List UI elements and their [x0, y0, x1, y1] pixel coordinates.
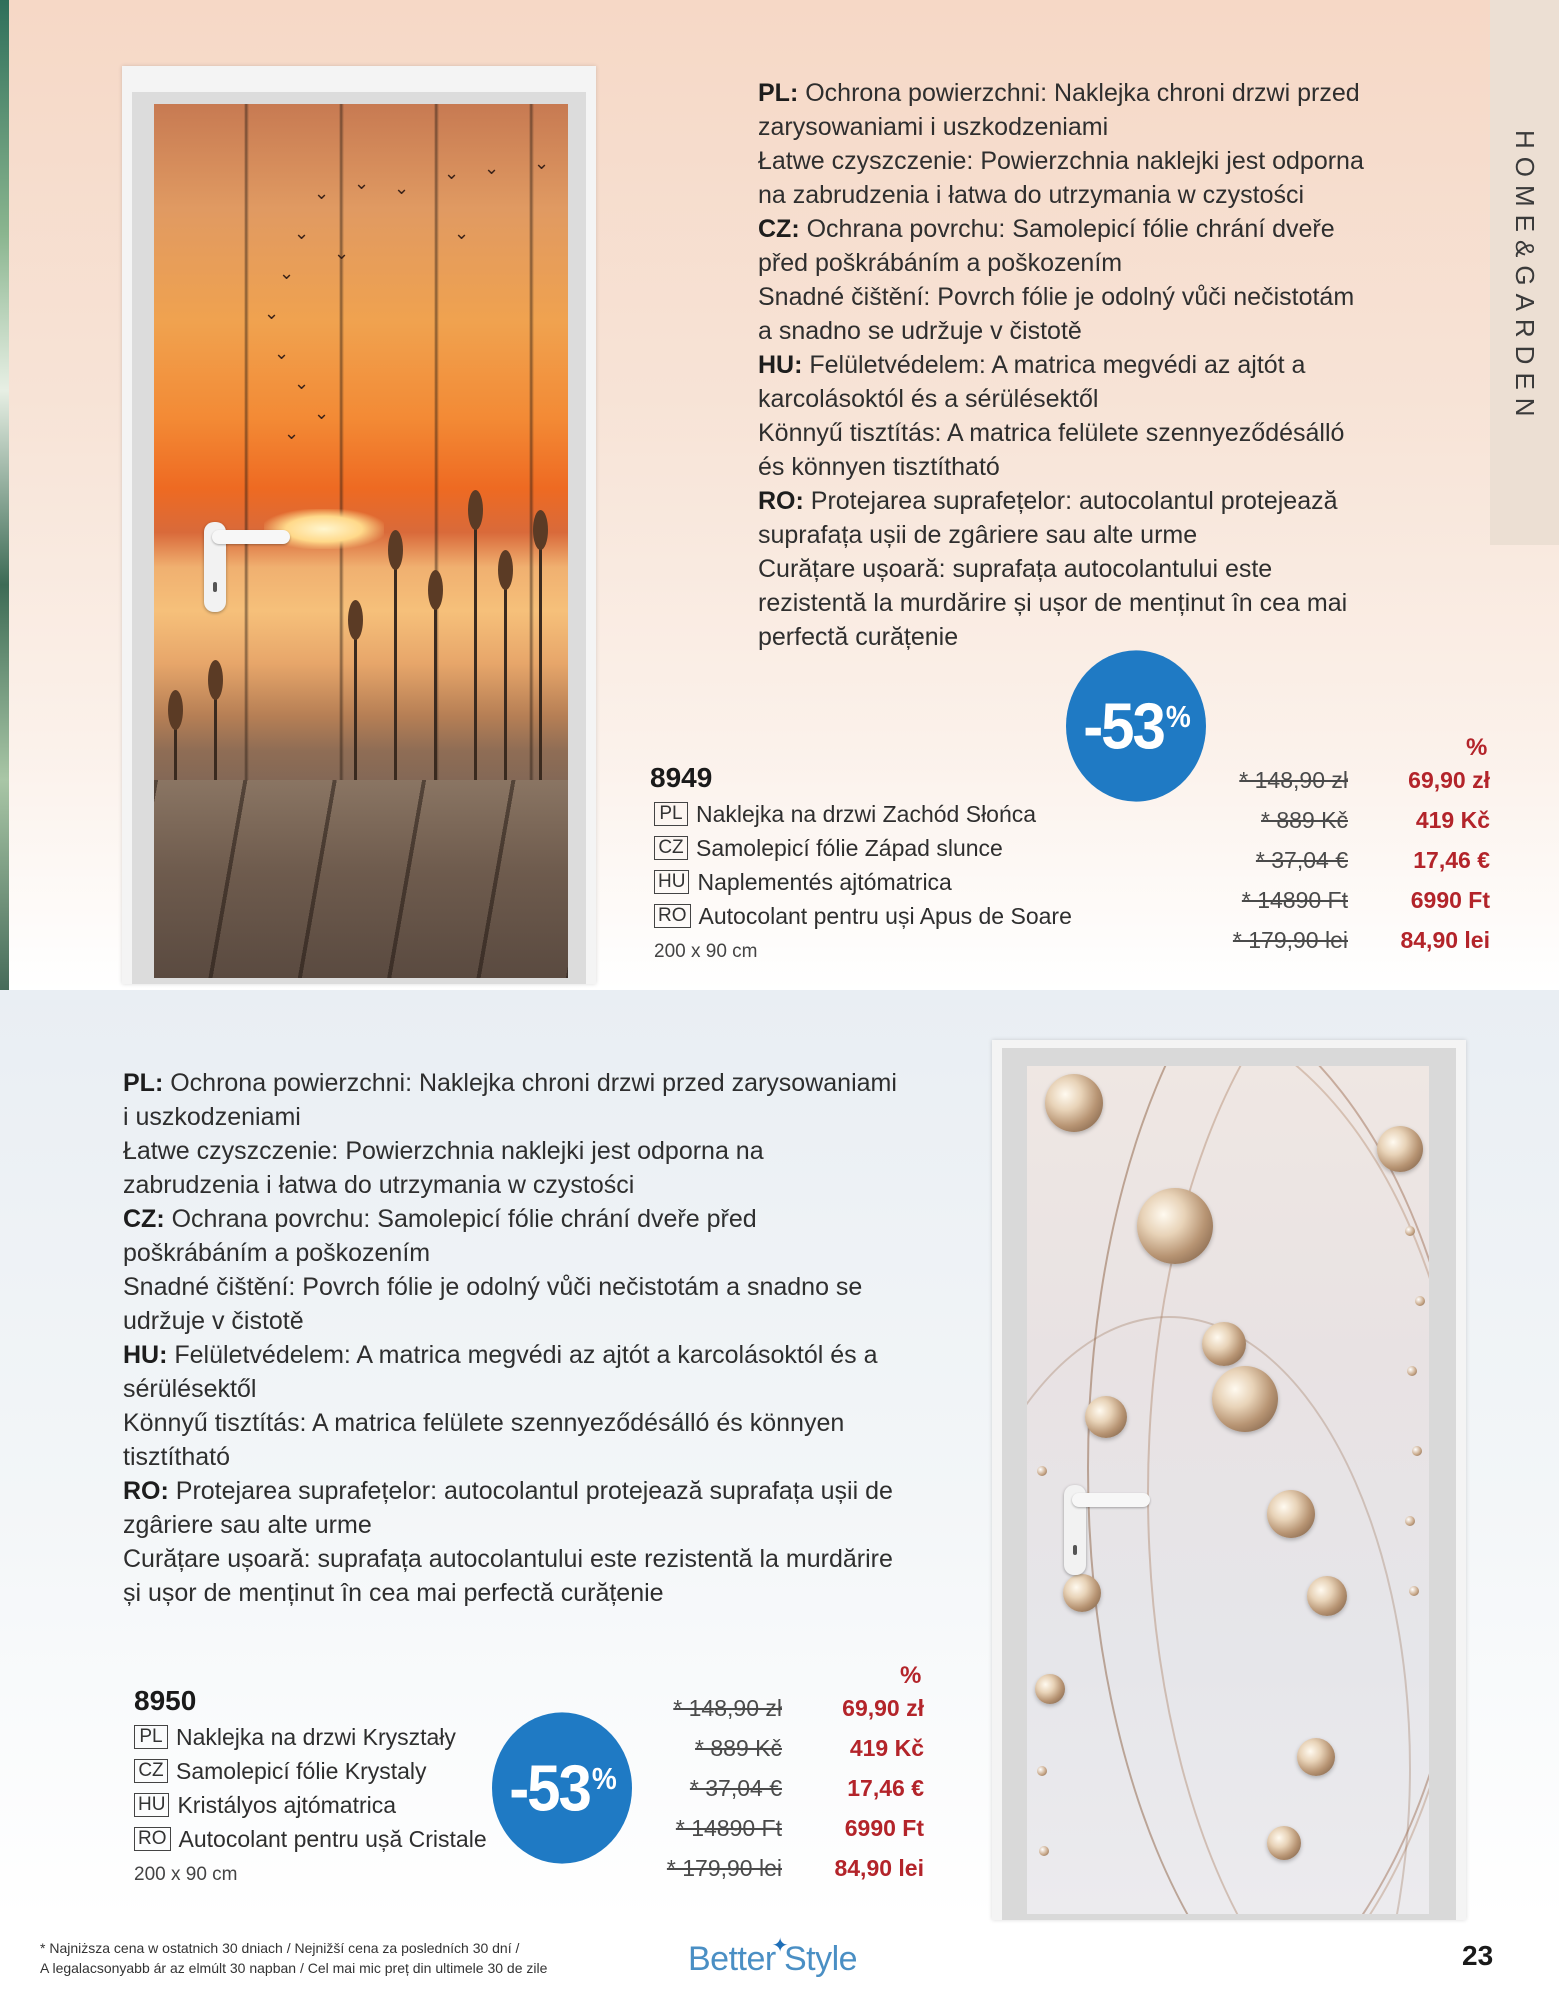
name-row: PL Naklejka na drzwi Zachód Słońca [654, 797, 1072, 831]
reed [174, 720, 177, 780]
desc-line: HU: Felületvédelem: A matrica megvédi az ajtót a karcolásoktól és a sérülésektől [758, 351, 1306, 413]
door-handle-lever [1072, 1493, 1150, 1507]
bird: ⌄ [394, 178, 410, 198]
desc-line: Curățare ușoară: suprafața autocolantului este rezistentă la murdărire și ușor de menținut în cea mai perfectă curățenie [123, 1545, 893, 1607]
crystal-ball [1307, 1576, 1347, 1616]
price-row [634, 1688, 924, 1728]
reed [434, 600, 437, 780]
price-row [1200, 760, 1490, 800]
price-footnote: * Najniższa cena w ostatnich 30 dniach / Nejnižší cena za posledních 30 dní / A legalacsonyabb ár az elmúlt 30 napban / Cel mai mic preț din ultimele 30 de zile [40, 1940, 548, 1976]
product2-dimensions: 200 x 90 cm [134, 1864, 238, 1885]
wooden-deck [154, 780, 568, 978]
new-price: 419 Kč [849, 1735, 924, 1761]
desc-line: Könnyű tisztítás: A matrica felülete szennyeződésálló és könnyen tisztítható [123, 1409, 845, 1471]
bird: ⌄ [274, 343, 290, 363]
bird: ⌄ [534, 153, 550, 173]
crystal-dot [1039, 1846, 1049, 1856]
product2-description [123, 1066, 903, 1610]
product2-image [992, 1040, 1466, 1920]
bird: ⌄ [314, 183, 330, 203]
new-price: 6990 Ft [844, 1815, 924, 1841]
old-price: * 179,90 lei [1232, 927, 1348, 953]
bird: ⌄ [354, 173, 370, 193]
lang-box: RO [134, 1827, 171, 1851]
price-row [1200, 880, 1490, 920]
name-row: CZ Samolepicí fólie Krystaly [134, 1754, 487, 1788]
product2-names [134, 1720, 487, 1892]
door-handle-lever [212, 530, 290, 544]
reed [354, 630, 357, 780]
new-price: 69,90 zł [842, 1695, 924, 1721]
crystal-door-art [1027, 1066, 1429, 1914]
new-price: 84,90 lei [1400, 927, 1490, 953]
name-row: CZ Samolepicí fólie Západ slunce [654, 831, 1072, 865]
desc-line: RO: Protejarea suprafețelor: autocolantul protejează suprafața ușii de zgâriere sau alte urme [123, 1477, 893, 1539]
new-price: 419 Kč [1415, 807, 1490, 833]
keyhole [213, 582, 217, 592]
name-row: RO Autocolant pentru uși Apus de Soare [654, 899, 1072, 933]
name-row: HU Kristályos ajtómatrica [134, 1788, 487, 1822]
reed [539, 540, 542, 780]
desc-line: Curățare ușoară: suprafața autocolantului este rezistentă la murdărire și ușor de menținut în cea mai perfectă curățenie [758, 555, 1348, 651]
crystal-ball [1212, 1366, 1278, 1432]
crystal-ball [1202, 1322, 1246, 1366]
price-row [634, 1848, 924, 1888]
product1-prices [1200, 760, 1490, 960]
desc-line: PL: Ochrona powierzchni: Naklejka chroni drzwi przed zarysowaniami i uszkodzeniami [758, 79, 1360, 141]
lang-box: RO [654, 904, 691, 928]
reed [394, 560, 397, 780]
star-icon: ✦ [771, 1935, 788, 1957]
old-price: * 37,04 € [1255, 847, 1348, 873]
lang-box: HU [134, 1793, 169, 1817]
category-tab-label: HOME&GARDEN [1510, 130, 1540, 425]
reed [504, 580, 507, 780]
crystal-dot [1412, 1446, 1422, 1456]
bird: ⌄ [294, 223, 310, 243]
crystal-ball [1137, 1188, 1213, 1264]
door-handle [1064, 1485, 1086, 1575]
reed [214, 690, 217, 780]
old-price: * 148,90 zł [673, 1695, 782, 1721]
crystal-ball [1035, 1674, 1065, 1704]
crystal-ball [1045, 1074, 1103, 1132]
bird: ⌄ [454, 223, 470, 243]
price-row [1200, 840, 1490, 880]
old-price: * 148,90 zł [1239, 767, 1348, 793]
reed [474, 520, 477, 780]
bird: ⌄ [279, 263, 295, 283]
new-price: 6990 Ft [1410, 887, 1490, 913]
product1-image [122, 66, 596, 984]
bird: ⌄ [484, 158, 500, 178]
lang-box: CZ [654, 836, 688, 860]
discount-badge: -53 % [1066, 650, 1206, 801]
bird: ⌄ [264, 303, 280, 323]
lang-box: CZ [134, 1759, 168, 1783]
crystal-dot [1037, 1466, 1047, 1476]
crystal-dot [1405, 1226, 1415, 1236]
keyhole [1073, 1545, 1077, 1555]
crystal-ball [1063, 1574, 1101, 1612]
price-row [634, 1808, 924, 1848]
desc-line: Könnyű tisztítás: A matrica felülete szennyeződésálló és könnyen tisztítható [758, 419, 1345, 481]
crystal-dot [1037, 1766, 1047, 1776]
product2-prices [634, 1688, 924, 1888]
crystal-dot [1415, 1296, 1425, 1306]
price-percent-header: % [900, 1662, 922, 1689]
name-row: RO Autocolant pentru ușă Cristale [134, 1822, 487, 1856]
product1-names [654, 797, 1072, 969]
product1-description [758, 76, 1368, 654]
crystal-dot [1405, 1516, 1415, 1526]
betterstyle-logo: Better✦Style [688, 1935, 858, 1978]
crystal-ball [1267, 1490, 1315, 1538]
page-number: 23 [1462, 1940, 1494, 1971]
price-row [634, 1728, 924, 1768]
crystal-ball [1085, 1396, 1127, 1438]
crystal-ball [1297, 1738, 1335, 1776]
crystal-dot [1409, 1586, 1419, 1596]
desc-line: PL: Ochrona powierzchni: Naklejka chroni drzwi przed zarysowaniami i uszkodzeniami [123, 1069, 897, 1131]
bird: ⌄ [314, 403, 330, 423]
product1-dimensions: 200 x 90 cm [654, 941, 758, 962]
door-handle [204, 522, 226, 612]
desc-line: Snadné čištění: Povrch fólie je odolný vůči nečistotám a snadno se udržuje v čistotě [123, 1273, 863, 1335]
product2-code: 8950 [134, 1685, 197, 1716]
old-price: * 37,04 € [689, 1775, 782, 1801]
bird: ⌄ [334, 243, 350, 263]
desc-line: RO: Protejarea suprafețelor: autocolantul protejează suprafața ușii de zgâriere sau alte urme [758, 487, 1338, 549]
name-row: HU Naplementés ajtómatrica [654, 865, 1072, 899]
price-row [1200, 920, 1490, 960]
crystal-ball [1267, 1826, 1301, 1860]
desc-line: Snadné čištění: Povrch fólie je odolný vůči nečistotám a snadno se udržuje v čistotě [758, 283, 1355, 345]
price-row [634, 1768, 924, 1808]
lang-box: PL [134, 1725, 168, 1749]
desc-line: CZ: Ochrana povrchu: Samolepicí fólie chrání dveře před poškrábáním a poškozením [758, 215, 1335, 277]
lang-box: PL [654, 802, 688, 826]
bird: ⌄ [444, 163, 460, 183]
desc-line: CZ: Ochrana povrchu: Samolepicí fólie chrání dveře před poškrábáním a poškozením [123, 1205, 757, 1267]
bird: ⌄ [294, 373, 310, 393]
old-price: * 14890 Ft [1241, 887, 1348, 913]
price-percent-header: % [1466, 734, 1488, 761]
discount-badge: -53 % [492, 1712, 632, 1863]
new-price: 69,90 zł [1408, 767, 1490, 793]
desc-line: Łatwe czyszczenie: Powierzchnia naklejki jest odporna na zabrudzenia i łatwa do utrzymania w czystości [123, 1137, 764, 1199]
product1-code: 8949 [650, 762, 713, 793]
new-price: 84,90 lei [834, 1855, 924, 1881]
price-row [1200, 800, 1490, 840]
desc-line: HU: Felületvédelem: A matrica megvédi az ajtót a karcolásoktól és a sérülésektől [123, 1341, 878, 1403]
bird: ⌄ [284, 423, 300, 443]
old-price: * 889 Kč [1261, 807, 1348, 833]
crystal-ball [1377, 1126, 1423, 1172]
old-price: * 14890 Ft [675, 1815, 782, 1841]
name-row: PL Naklejka na drzwi Kryształy [134, 1720, 487, 1754]
old-price: * 889 Kč [695, 1735, 782, 1761]
new-price: 17,46 € [1413, 847, 1490, 873]
desc-line: Łatwe czyszczenie: Powierzchnia naklejki jest odporna na zabrudzenia i łatwa do utrzymania w czystości [758, 147, 1364, 209]
new-price: 17,46 € [847, 1775, 924, 1801]
lang-box: HU [654, 870, 689, 894]
crystal-dot [1407, 1366, 1417, 1376]
old-price: * 179,90 lei [666, 1855, 782, 1881]
